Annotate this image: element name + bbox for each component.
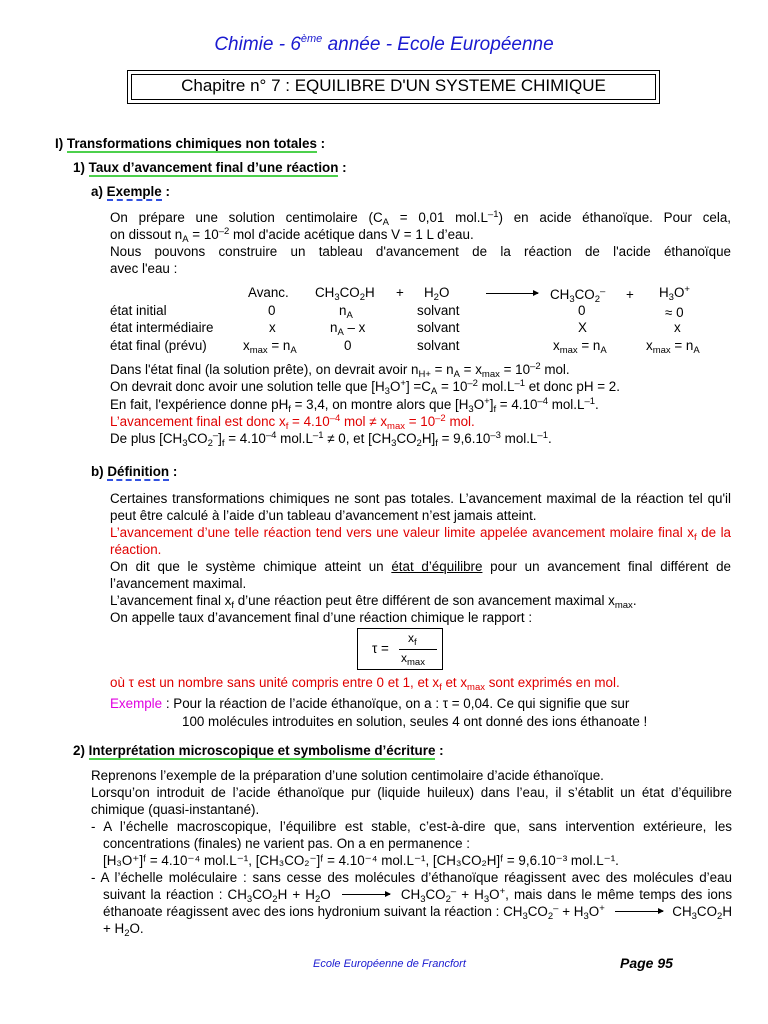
row-label: état intermédiaire [110,320,214,335]
final-advancement-highlight: L’avancement final est donc $x_f = 4.10^{-4}$ mol ≠ $x_{max} = 10^{-2}$ mol. [110,412,475,432]
final-state-paragraph: Dans l'état final (la solution prête), on devrait avoir $n_{H+} = n_A = x_{max} = 10^{-2}$ mol. On devrait donc avoir une solution telle que $[H_3O^+] =C_A = 10^{-2}$ $mol.L^{-1}$ et donc pH = 2. En fait, l'expérience donne $pH_f = 3,4$, on montre alors que $[H_3O^+]_f = 4.10^{-4}$ $mol.L^{-1}$. L’avancement final est donc $x_f = 4.10^{-4}$ mol ≠ $x_{max} = 10^{-2}$ mol. De plus $[CH_3CO_2^-]_f = 4.10^{-4}$ $mol.L^{-1} \ne 0$, et $[CH_3CO_2H]_f = 9,6.10^{-3}$ $mol.L^{-1}$. [110,361,731,447]
subsection-2-heading: 2) Interprétation microscopique et symbolisme d’écriture : [73,743,444,758]
subsection-1-heading: 1) Taux d’avancement final d’une réaction : [73,160,347,175]
col-header-hydronium: $H_3O^+$ [659,284,690,303]
row-label: état final (prévu) [110,338,207,353]
col-header-water: $H_2O$ [424,285,450,303]
section-2-body: Reprenons l’exemple de la préparation d’une solution centimolaire d’acide éthanoïque. Lorsqu’on introduit de l’acide éthanoïque pur (liquide huileux) dans l’eau, il s’établit un état d’équilibre chimique (quasi-instantané). - A l’échelle macroscopique, l’équilibre est stable, c’est-à-dire que, sans intervention extérieure, les concentrations (finales) ne varient pas. On a en permanence : [H₃O⁺]ᶠ = 4.10⁻⁴ mol.L⁻¹, [CH₃CO₂⁻]ᶠ = 4.10⁻⁴ mol.L⁻¹, [CH₃CO₂H]ᶠ = 9,6.10⁻³ mol.L⁻¹. - A l’échelle moléculaire : sans cesse des molécules d’éthanoïque réagissent avec des molécules d’eau suivant la réaction : $CH_3CO_2H + H_2O$ $CH_3CO_2^- + H_3O^+$, mais dans le même temps des ions éthanoate réagissent avec des ions hydronium suivant la réaction : $CH_3CO_2^- + H_3O^+$ $CH_3CO_2H + H_2O$. [91,768,733,939]
page-header: Chimie - 6ème année - Ecole Européenne [214,33,554,55]
example-paragraph: On prépare une solution centimolaire ($C_A = 0,01$ $mol.L^{-1}$) en acide éthanoïque. Pour cela, on dissout $n_A = 10^{-2}$ mol d'acide acétique dans V = 1 L d’eau. Nous pouvons construire un tableau d'avancement de la réaction de l'acide éthanoïque avec l'eau : [110,209,731,276]
section-1-heading: I) Transformations chimiques non totales : [55,136,326,151]
row-label: état initial [110,303,167,318]
definition-heading: b) Définition : [91,464,178,479]
footer-school: Ecole Européenne de Francfort [313,958,466,970]
col-header-ethanoate: $CH_3CO_2^-$ [550,286,606,305]
page-number: Page 95 [620,955,673,971]
col-header-avanc: Avanc. [248,285,289,300]
example-heading: a) Exemple : [91,184,170,199]
definition-paragraph: Certaines transformations chimiques ne sont pas totales. L’avancement maximal de la réaction tel qu'il peut être calculé à l’aide d’un tableau d’avancement n’est jamais atteint. L’avancement d’une telle réaction tend vers une valeur limite appelée avancement molaire final $x_f$ de la réaction. On dit que le système chimique atteint un état d’équilibre pour un avancement final différent de l’avancement maximal. L’avancement final $x_f$ d’une réaction peut être différent de son avancement maximal $x_{max}$. On appelle taux d’avancement final d’une réaction chimique le rapport : [110,491,731,625]
tau-example: Exemple : Pour la réaction de l’acide éthanoïque, on a : τ = 0,04. Ce qui signifie que sur 100 molécules introduites en solution, seules 4 ont donné des ions éthanoate ! [110,696,648,729]
chapter-title: Chapitre n° 7 : EQUILIBRE D'UN SYSTEME CHIMIQUE [181,76,606,95]
limit-value-highlight: L’avancement d’une telle réaction tend vers une valeur limite appelée avancement molaire final $x_f$ de la réaction. [110,525,731,557]
col-header-acid: $CH_3CO_2H$ [315,285,375,303]
chapter-title-box [127,70,660,104]
tau-formula-box: τ = $x_f$ $x_{max}$ [357,628,443,670]
reaction-arrow [480,286,544,301]
tau-note: où τ est un nombre sans unité compris entre 0 et 1, et $x_f$ et $x_{max}$ sont exprimés en mol. [110,675,620,693]
